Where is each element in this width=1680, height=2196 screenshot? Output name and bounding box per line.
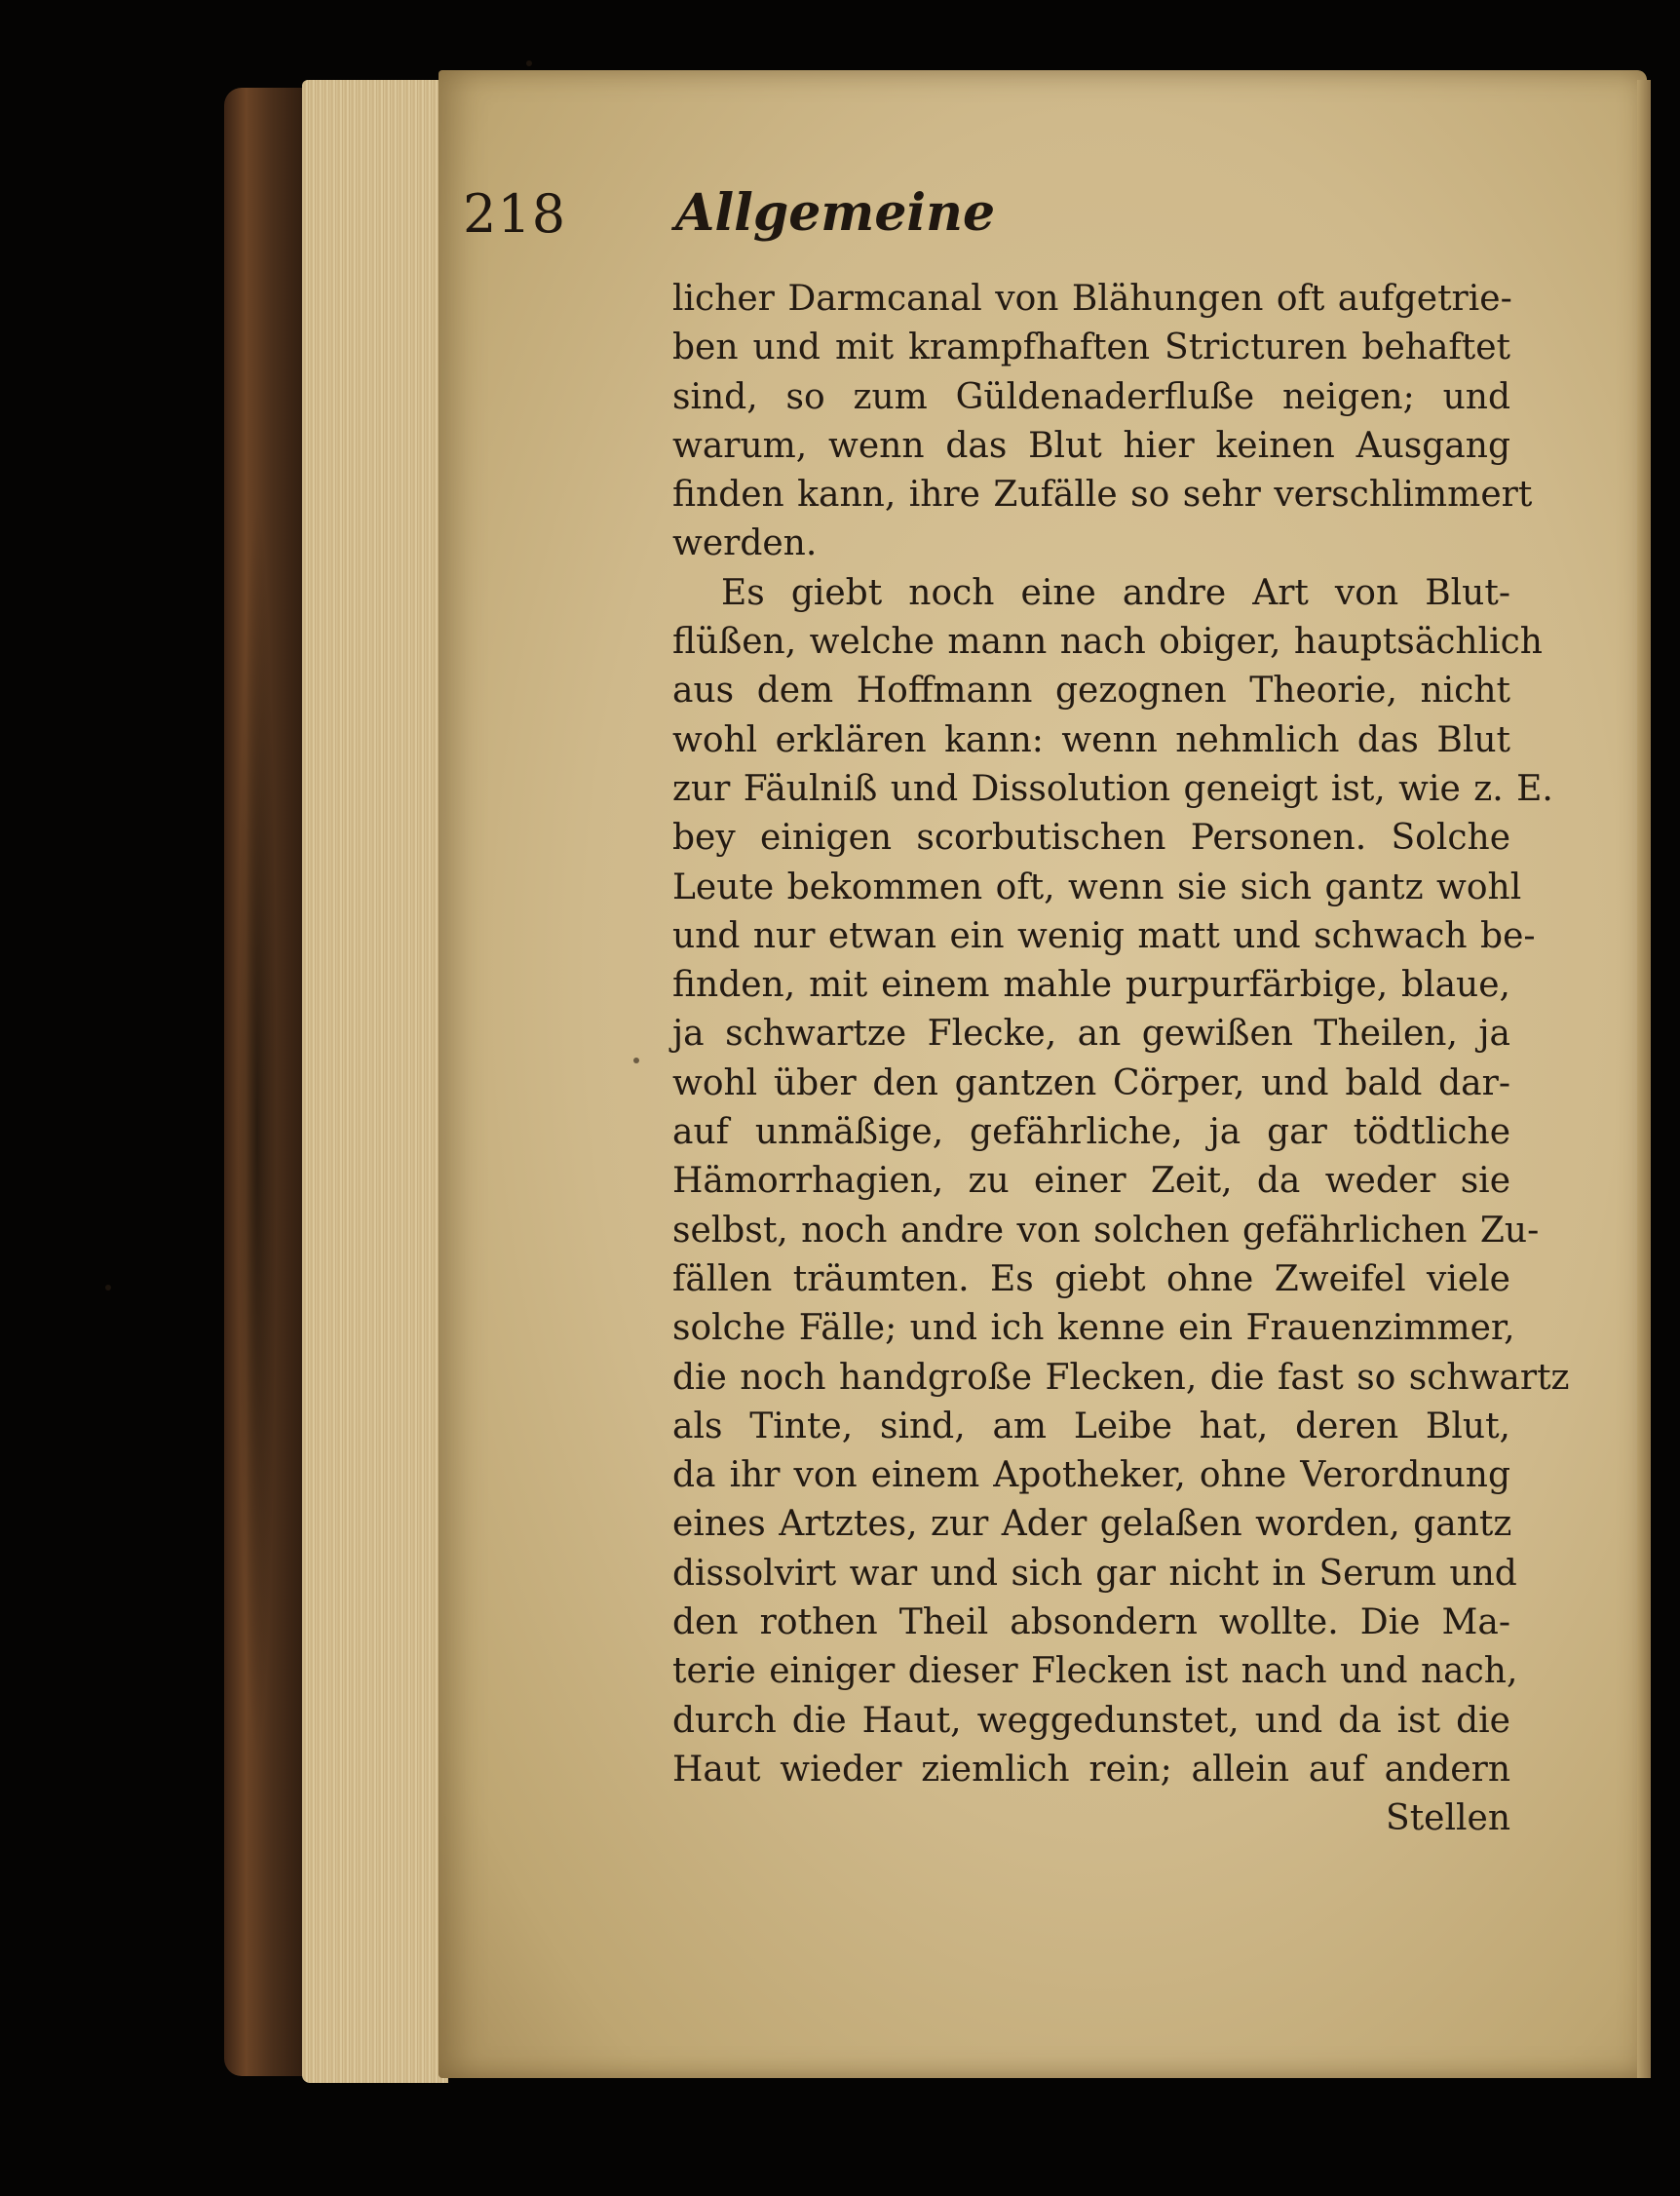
text-line: terie einiger dieser Flecken ist nach und nach, <box>672 1651 1518 1692</box>
dust-speck <box>633 1058 639 1063</box>
text-line: flüßen, welche mann nach obiger, hauptsächlich <box>672 622 1543 663</box>
text-line: ja schwartze Flecke, an gewißen Theilen, ja <box>672 1014 1510 1055</box>
text-line: Haut wieder ziemlich rein; allein auf andern <box>672 1749 1510 1790</box>
text-line: werden. <box>672 523 818 564</box>
book-cover-edge <box>224 88 312 2076</box>
text-line: licher Darmcanal von Blähungen oft aufgetrie- <box>672 279 1512 319</box>
text-line: auf unmäßige, gefährliche, ja gar tödtliche <box>672 1112 1510 1153</box>
dust-speck <box>105 1285 111 1291</box>
text-line: Leute bekommen oft, wenn sie sich gantz wohl <box>672 867 1522 907</box>
body-text <box>672 275 1570 1844</box>
page-header <box>463 183 1242 251</box>
text-line: bey einigen scorbutischen Personen. Solche <box>672 818 1510 859</box>
text-line: finden, mit einem mahle purpurfärbige, blaue, <box>672 965 1510 1006</box>
text-line: warum, wenn das Blut hier keinen Ausgang <box>672 425 1510 466</box>
page-block-edge <box>302 80 448 2083</box>
text-line: und nur etwan ein wenig matt und schwach be- <box>672 915 1536 956</box>
running-head: Allgemeine <box>675 183 996 243</box>
text-line: Hämorrhagien, zu einer Zeit, da weder sie <box>672 1161 1510 1202</box>
text-line: eines Artztes, zur Ader gelaßen worden, gantz <box>672 1504 1512 1545</box>
text-line: wohl über den gantzen Cörper, und bald dar- <box>672 1062 1510 1103</box>
page-number: 218 <box>463 183 567 245</box>
text-line: zur Fäulniß und Dissolution geneigt ist, wie z. E. <box>672 768 1553 809</box>
text-line: Es giebt noch eine andre Art von Blut- <box>721 572 1510 613</box>
text-line: dissolvirt war und sich gar nicht in Serum und <box>672 1553 1517 1594</box>
text-line: selbst, noch andre von solchen gefährlichen Zu- <box>672 1210 1540 1251</box>
text-line: sind, so zum Güldenaderfluße neigen; und <box>672 376 1510 417</box>
text-line: durch die Haut, weggedunstet, und da ist die <box>672 1700 1510 1741</box>
text-line: finden kann, ihre Zufälle so sehr verschlimmert <box>672 475 1533 516</box>
text-line: ben und mit krampfhaften Stricturen behaftet <box>672 327 1510 368</box>
text-line: wohl erklären kann: wenn nehmlich das Blut <box>672 719 1510 760</box>
text-line: aus dem Hoffmann gezognen Theorie, nicht <box>672 671 1510 712</box>
text-line: den rothen Theil absondern wollte. Die Ma- <box>672 1602 1510 1643</box>
text-line: solche Fälle; und ich kenne ein Frauenzimmer, <box>672 1308 1515 1349</box>
catchword: Stellen <box>1386 1798 1510 1839</box>
text-line: da ihr von einem Apotheker, ohne Verordnung <box>672 1455 1510 1496</box>
next-page-edge <box>1637 80 1651 2078</box>
text-line: fällen träumten. Es giebt ohne Zweifel viele <box>672 1258 1510 1299</box>
text-line: die noch handgroße Flecken, die fast so schwartz <box>672 1357 1570 1398</box>
text-line: als Tinte, sind, am Leibe hat, deren Blut, <box>672 1406 1510 1446</box>
dust-speck <box>526 60 532 66</box>
